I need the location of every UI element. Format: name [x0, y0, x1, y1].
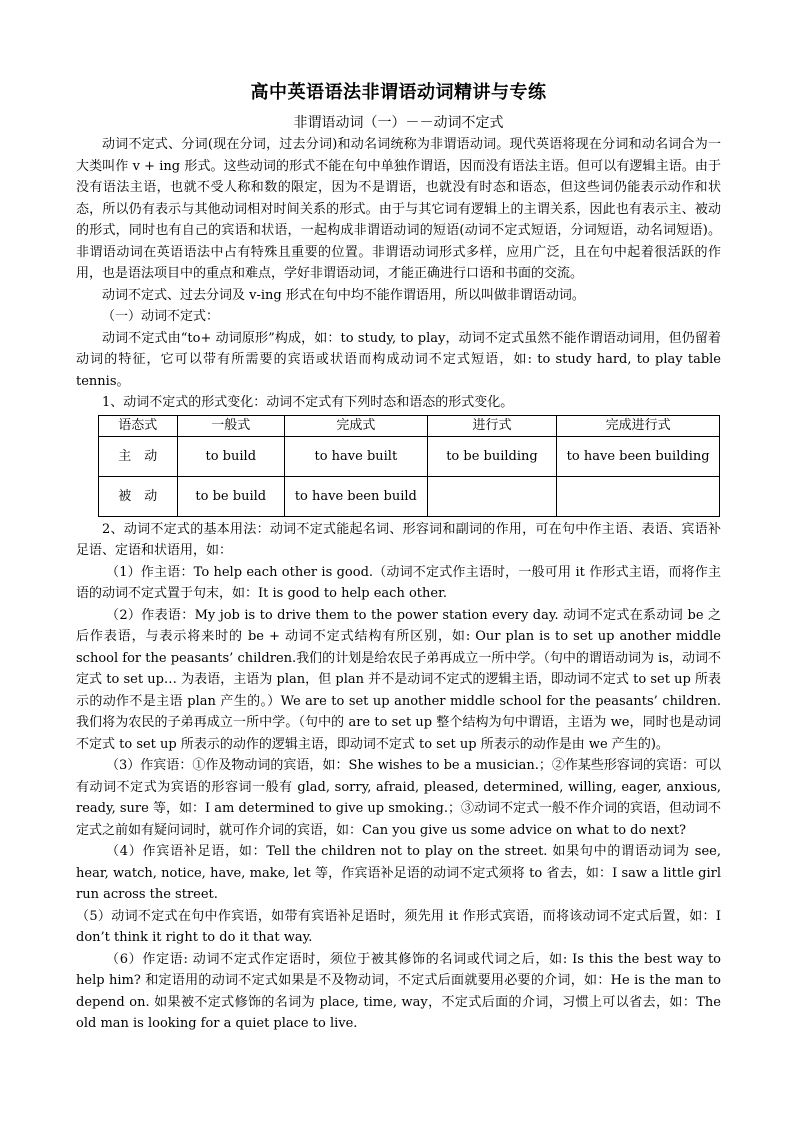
table-header-row — [99, 415, 720, 436]
usage-formal-object: （5）动词不定式在句中作宾语，如带有宾语补足语时，须先用 it 作形式宾语，而将该动词不定式后置，如：I don’t think it right to do it that way. — [76, 908, 721, 945]
table-row-label: 被 动 — [99, 476, 178, 516]
usage-subject: （1）作主语：To help each other is good.（动词不定式作主语时，一般可用 it 作形式主语，而将作主语的动词不定式置于句末，如：It is good to help each other. — [76, 564, 721, 601]
infinitive-heading: （一）动词不定式： — [102, 309, 220, 324]
section-subtitle: 非谓语动词（一）－－动词不定式 — [293, 115, 504, 131]
table-header-cell: 完成式 — [284, 415, 427, 436]
definition-paragraph: 动词不定式由“to+ 动词原形”构成，如：to study, to play，动词不定式虽然不能作谓语动词用，但仍留着动词的特征，它可以带有所需要的宾语或状语而构成动词不定式短语，如: to study hard, to play table tennis。 — [76, 330, 721, 389]
usage-predicative: （2）作表语：My job is to drive them to the power station every day. 动词不定式在系动词 be 之后作表语，与表示将来时的 be + 动词不定式结构有所区别，如: Our plan is to set up another middle school for the peasants’ children.我们的计划是给农民子弟再成立一所中学。（句中的谓语动词为 is，动词不定式 to set up… 为表语，主语为 plan，但 plan 并不是动词不定式的逻辑主语，即动词不定式 to set up 所表示的动作不是主语 plan 产生的。）We are to set up another middle school for the peasants’ children.我们将为农民的子弟再成立一所中学。（句中的 are to set up 整个结构为句中谓语，主语为 we，同时也是动词不定式 to set up 所表示的动作的逻辑主语，即动词不定式 to set up 所表示的动作是由 we 产生的)。 — [76, 607, 721, 752]
document-page — [76, 78, 721, 1035]
table-cell: to be build — [177, 476, 284, 516]
usage-heading: 2、动词不定式的基本用法：动词不定式能起名词、形容词和副词的作用，可在句中作主语、表语、宾语补足语、定语和状语用，如： — [76, 521, 721, 558]
infinitive-forms-table — [98, 415, 720, 517]
table-header-cell: 完成进行式 — [557, 415, 720, 436]
table-row-label: 主 动 — [99, 436, 178, 476]
table-cell: to have been build — [284, 476, 427, 516]
usage-object-complement: （4）作宾语补足语，如：Tell the children not to play on the street. 如果句中的谓语动词为 see, hear, watch, notice, have, make, let 等，作宾语补足语的动词不定式须将 to 省去，如：I saw a little girl run across the street. — [76, 844, 721, 902]
table-cell — [427, 476, 557, 516]
table-row — [99, 476, 720, 516]
table-cell — [557, 476, 720, 516]
table-cell: to have built — [284, 436, 427, 476]
table-header-cell: 进行式 — [427, 415, 557, 436]
table-row — [99, 436, 720, 476]
usage-attributive: （6）作定语: 动词不定式作定语时，须位于被其修饰的名词或代词之后，如: Is this the best way to help him? 和定语用的动词不定式如果是不及物动词，不定式后面就要用必要的介词，如：He is the man to depend on. 如果被不定式修饰的名词为 place, time, way，不定式后面的介词，习惯上可以省去，如：The old man is looking for a quiet place to live. — [76, 951, 721, 1031]
table-cell: to build — [177, 436, 284, 476]
table-header-cell: 一般式 — [177, 415, 284, 436]
forms-heading: 1、动词不定式的形式变化：动词不定式有下列时态和语态的形式变化。 — [102, 395, 514, 410]
table-cell: to be building — [427, 436, 557, 476]
note-paragraph: 动词不定式、过去分词及 v-ing 形式在句中均不能作谓语用，所以叫做非谓语动词。 — [102, 287, 585, 303]
table-header-cell: 语态式 — [99, 415, 178, 436]
usage-object: （3）作宾语：①作及物动词的宾语，如：She wishes to be a musician.；②作某些形容词的宾语：可以有动词不定式为宾语的形容词一般有 glad, sorry, afraid, pleased, determined, willing, eager, anxious, ready, sure 等，如：I am determined to give up smoking.；③动词不定式一般不作介词的宾语，但动词不定式之前如有疑问词时，就可作介词的宾语，如：Can you give us some advice on what to do next? — [76, 758, 721, 838]
document-title: 高中英语语法非谓语动词精讲与专练 — [250, 82, 547, 103]
intro-paragraph: 动词不定式、分词(现在分词，过去分词)和动名词统称为非谓语动词。现代英语将现在分词和动名词合为一大类叫作 v + ing 形式。这些动词的形式不能在句中单独作谓语，因而没有语法主语。但可以有逻辑主语。由于没有语法主语，也就不受人称和数的限定，因为不是谓语，也就没有时态和语态，但这些词仍能表示动作和状态，所以仍有表示与其他动词相对时间关系的形式。由于与其它词有逻辑上的主谓关系，因此也有表示主、被动的形式，同时也有自己的宾语和状语，一起构成非谓语动词的短语(动词不定式短语，分词短语，动名词短语)。非谓语动词在英语语法中占有特殊且重要的位置。非谓语动词形式多样，应用广泛，且在句中起着很活跃的作用，也是语法项目中的重点和难点，学好非谓语动词，才能正确进行口语和书面的交流。 — [76, 137, 721, 281]
table-cell: to have been building — [557, 436, 720, 476]
